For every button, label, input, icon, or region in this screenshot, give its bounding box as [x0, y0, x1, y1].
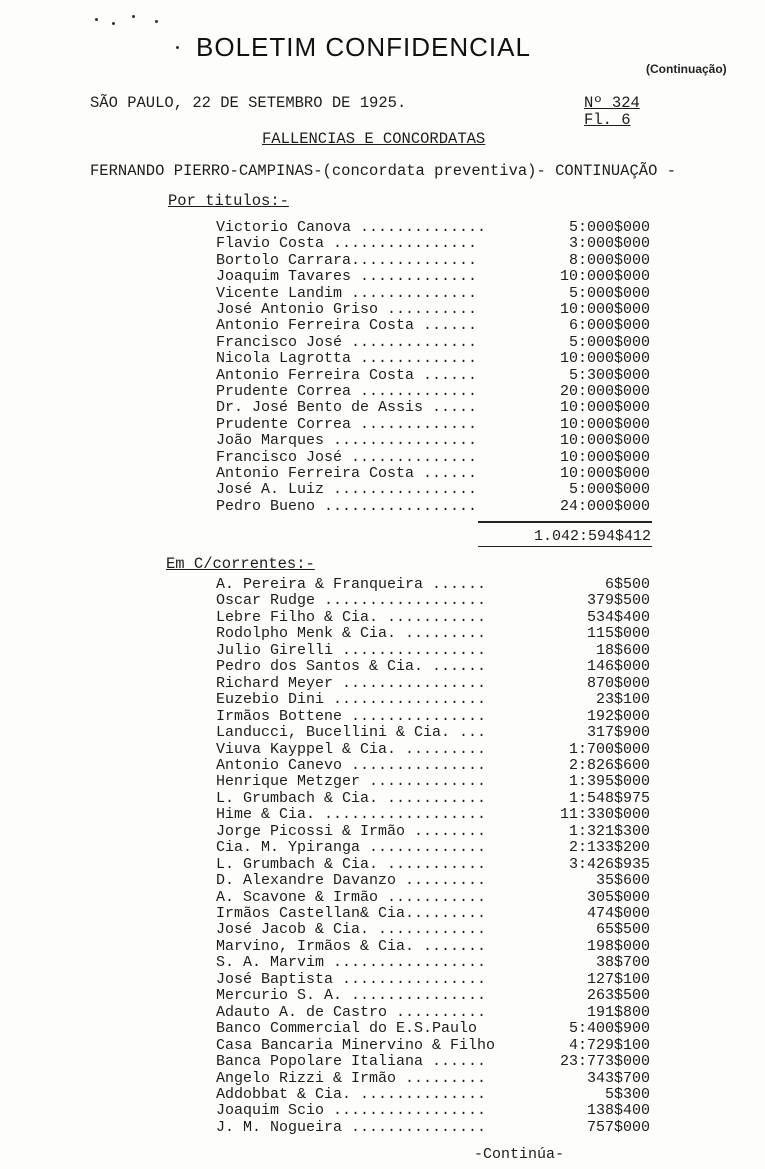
ledger-row	[0, 367, 765, 384]
credit-amount: 10:000$000	[559, 350, 650, 368]
credit-amount: 1:700$000	[568, 740, 650, 758]
creditor-name: Pedro Bueno .................	[216, 497, 478, 515]
creditor-name: A. Scavone & Irmão ...........	[216, 888, 487, 906]
ledger-row	[0, 905, 765, 922]
titulos-heading	[168, 192, 289, 210]
creditor-name: Euzebio Dini .................	[216, 691, 487, 709]
ledger-row	[0, 252, 765, 269]
creditor-name: Hime & Cia. ..................	[216, 806, 487, 824]
ledger-row	[0, 235, 765, 252]
ledger-row	[0, 954, 765, 971]
ledger-row	[0, 1119, 765, 1136]
ledger-row	[0, 383, 765, 400]
ledger-row	[0, 1086, 765, 1103]
credit-amount: 23$100	[595, 691, 650, 709]
ledger-row	[0, 219, 765, 236]
correntes-heading	[166, 555, 315, 573]
credit-amount: 2:826$600	[568, 756, 650, 774]
bulletin-number: Nº 324	[584, 94, 640, 112]
ledger-row	[0, 741, 765, 758]
ledger-row	[0, 724, 765, 741]
creditor-name: Rodolpho Menk & Cia. .........	[216, 625, 487, 643]
ledger-row	[0, 481, 765, 498]
creditor-name: Nicola Lagrotta .............	[216, 350, 478, 368]
ledger-row	[0, 625, 765, 642]
credit-amount: 263$500	[586, 987, 650, 1005]
continuation-label: (Continuação)	[646, 62, 727, 76]
credit-amount: 35$600	[595, 872, 650, 890]
creditor-name: José Baptista ................	[216, 970, 487, 988]
ledger-row	[0, 642, 765, 659]
creditor-name: José Jacob & Cia. ............	[216, 921, 487, 939]
creditor-name: Banca Popolare Italiana ......	[216, 1053, 487, 1071]
ledger-row	[0, 658, 765, 675]
total-double-rule	[478, 546, 652, 547]
creditor-name: José Antonio Griso ..........	[216, 301, 478, 318]
creditor-name: Oscar Rudge ..................	[216, 592, 487, 610]
credit-amount: 5:000$000	[568, 333, 650, 351]
credit-amount: 305$000	[586, 888, 650, 906]
ledger-row	[0, 872, 765, 889]
ledger-row	[0, 823, 765, 840]
creditor-name: Richard Meyer ................	[216, 674, 487, 692]
sheet-number: Fl. 6	[584, 111, 631, 129]
ledger-row	[0, 576, 765, 593]
ledger-row	[0, 921, 765, 938]
creditor-name: Casa Bancaria Minervino & Filho	[216, 1036, 496, 1054]
creditor-name: Pedro dos Santos & Cia. ......	[216, 658, 487, 676]
creditor-name: Vicente Landim ..............	[216, 284, 478, 302]
ledger-row	[0, 449, 765, 466]
credit-amount: 343$700	[586, 1069, 650, 1087]
creditor-name: Francisco José ..............	[216, 333, 478, 351]
case-title: FERNANDO PIERRO-CAMPINAS-(concordata preventiva)- CONTINUAÇÃO -	[90, 162, 676, 180]
ledger-row	[0, 1037, 765, 1054]
credit-amount: 5:000$000	[568, 284, 650, 302]
ledger-row	[0, 708, 765, 725]
ledger-row	[0, 285, 765, 302]
creditor-name: João Marques ................	[216, 432, 478, 450]
credit-amount: 11:330$000	[559, 806, 650, 824]
creditor-name: Bortolo Carrara..............	[216, 251, 478, 269]
creditor-name: Irmãos Bottene ...............	[216, 707, 487, 725]
credit-amount: 20:000$000	[559, 383, 650, 400]
credit-amount: 23:773$000	[559, 1053, 650, 1071]
ledger-row	[0, 465, 765, 482]
creditor-name: Prudente Correa .............	[216, 415, 478, 433]
creditor-name: José A. Luiz ................	[216, 481, 478, 499]
creditor-name: Lebre Filho & Cia. ...........	[216, 608, 487, 626]
document-title: BOLETIM CONFIDENCIAL	[196, 32, 531, 62]
ledger-row	[0, 301, 765, 318]
credit-amount: 191$800	[586, 1003, 650, 1021]
credit-amount: 317$900	[586, 724, 650, 742]
credit-amount: 6$500	[604, 576, 650, 593]
creditor-name: Dr. José Bento de Assis .....	[216, 399, 478, 417]
creditor-name: Angelo Rizzi & Irmão .........	[216, 1069, 487, 1087]
creditor-name: Joaquim Scio .................	[216, 1102, 487, 1120]
ledger-row	[0, 971, 765, 988]
creditor-name: L. Grumbach & Cia. ...........	[216, 789, 487, 807]
credit-amount: 6:000$000	[568, 317, 650, 335]
creditor-name: S. A. Marvim .................	[216, 954, 487, 972]
creditor-name: Viuva Kayppel & Cia. .........	[216, 740, 487, 758]
ledger-row	[0, 773, 765, 790]
correntes-heading-text: Em C/correntes:-	[166, 555, 315, 573]
credit-amount: 198$000	[586, 937, 650, 955]
creditor-name: Henrique Metzger .............	[216, 773, 487, 791]
credit-amount: 10:000$000	[559, 432, 650, 450]
credit-amount: 10:000$000	[559, 465, 650, 482]
titulos-heading-text: Por titulos:-	[168, 192, 289, 210]
credit-amount: 10:000$000	[559, 448, 650, 466]
credit-amount: 18$600	[595, 641, 650, 659]
credit-amount: 379$500	[586, 592, 650, 610]
ledger-row	[0, 1070, 765, 1087]
place-date: SÃO PAULO, 22 DE SETEMBRO DE 1925.	[90, 94, 407, 112]
creditor-name: Joaquim Tavares .............	[216, 268, 478, 286]
ledger-row	[0, 889, 765, 906]
credit-amount: 2:133$200	[568, 839, 650, 857]
ledger-row	[0, 856, 765, 873]
credit-amount: 192$000	[586, 707, 650, 725]
ledger-row	[0, 416, 765, 433]
continues-label: -Continúa-	[474, 1146, 565, 1163]
ledger-row	[0, 987, 765, 1004]
ledger-row	[0, 691, 765, 708]
creditor-name: Antonio Ferreira Costa ......	[216, 366, 478, 384]
credit-amount: 1:395$000	[568, 773, 650, 791]
creditor-name: Adauto A. de Castro ..........	[216, 1003, 487, 1021]
credit-amount: 870$000	[586, 674, 650, 692]
credit-amount: 1:321$300	[568, 822, 650, 840]
credit-amount: 5:000$000	[568, 481, 650, 499]
credit-amount: 5:000$000	[568, 219, 650, 236]
ledger-row	[0, 432, 765, 449]
credit-amount: 474$000	[586, 905, 650, 922]
ledger-row	[0, 757, 765, 774]
titulos-total: 1.042:594$412	[533, 528, 651, 545]
ledger-row	[0, 399, 765, 416]
credit-amount: 8:000$000	[568, 251, 650, 269]
ledger-row	[0, 317, 765, 334]
creditor-name: Antonio Ferreira Costa ......	[216, 465, 478, 482]
ledger-row	[0, 609, 765, 626]
credit-amount: 3:000$000	[568, 235, 650, 253]
ledger-row	[0, 1053, 765, 1070]
credit-amount: 146$000	[586, 658, 650, 676]
total-rule	[478, 521, 652, 523]
credit-amount: 5:300$000	[568, 366, 650, 384]
section-heading-text: FALLENCIAS E CONCORDATAS	[262, 130, 486, 148]
ledger-row	[0, 938, 765, 955]
ledger-row	[0, 498, 765, 515]
ledger-row	[0, 675, 765, 692]
credit-amount: 5:400$900	[568, 1020, 650, 1038]
ledger-row	[0, 268, 765, 285]
creditor-name: Landucci, Bucellini & Cia. ...	[216, 724, 487, 742]
credit-amount: 1:548$975	[568, 789, 650, 807]
credit-amount: 65$500	[595, 921, 650, 939]
credit-amount: 534$400	[586, 608, 650, 626]
creditor-name: Flavio Costa ................	[216, 235, 478, 253]
ledger-row	[0, 1020, 765, 1037]
ledger-row	[0, 806, 765, 823]
creditor-name: Irmãos Castellan& Cia.........	[216, 905, 487, 922]
creditor-name: Julio Girelli ................	[216, 641, 487, 659]
credit-amount: 38$700	[595, 954, 650, 972]
creditor-name: L. Grumbach & Cia. ...........	[216, 855, 487, 873]
ledger-row	[0, 790, 765, 807]
creditor-name: Jorge Picossi & Irmão ........	[216, 822, 487, 840]
credit-amount: 127$100	[586, 970, 650, 988]
credit-amount: 10:000$000	[559, 301, 650, 318]
credit-amount: 10:000$000	[559, 399, 650, 417]
creditor-name: A. Pereira & Franqueira ......	[216, 576, 487, 593]
ledger-row	[0, 350, 765, 367]
creditor-name: Victorio Canova ..............	[216, 219, 487, 236]
creditor-name: Francisco José ..............	[216, 448, 478, 466]
creditor-name: Mercurio S. A. ...............	[216, 987, 487, 1005]
ledger-row	[0, 1004, 765, 1021]
ledger-row	[0, 1102, 765, 1119]
creditor-name: Prudente Correa .............	[216, 383, 478, 400]
creditor-name: Banco Commercial do E.S.Paulo	[216, 1020, 478, 1038]
ledger-row	[0, 839, 765, 856]
creditor-name: J. M. Nogueira ...............	[216, 1118, 487, 1136]
credit-amount: 4:729$100	[568, 1036, 650, 1054]
creditor-name: Antonio Ferreira Costa ......	[216, 317, 478, 335]
creditor-name: D. Alexandre Davanzo .........	[216, 872, 487, 890]
creditor-name: Addobbat & Cia. ..............	[216, 1085, 487, 1103]
credit-amount: 757$000	[586, 1118, 650, 1136]
credit-amount: 5$300	[604, 1085, 650, 1103]
credit-amount: 10:000$000	[559, 415, 650, 433]
creditor-name: Cia. M. Ypiranga .............	[216, 839, 487, 857]
ledger-row	[0, 592, 765, 609]
credit-amount: 115$000	[586, 625, 650, 643]
credit-amount: 10:000$000	[559, 268, 650, 286]
creditor-name: Marvino, Irmãos & Cia. .......	[216, 937, 487, 955]
creditor-name: Antonio Canevo ...............	[216, 756, 487, 774]
credit-amount: 24:000$000	[559, 497, 650, 515]
credit-amount: 3:426$935	[568, 855, 650, 873]
ledger-row	[0, 334, 765, 351]
section-heading	[262, 130, 485, 148]
credit-amount: 138$400	[586, 1102, 650, 1120]
